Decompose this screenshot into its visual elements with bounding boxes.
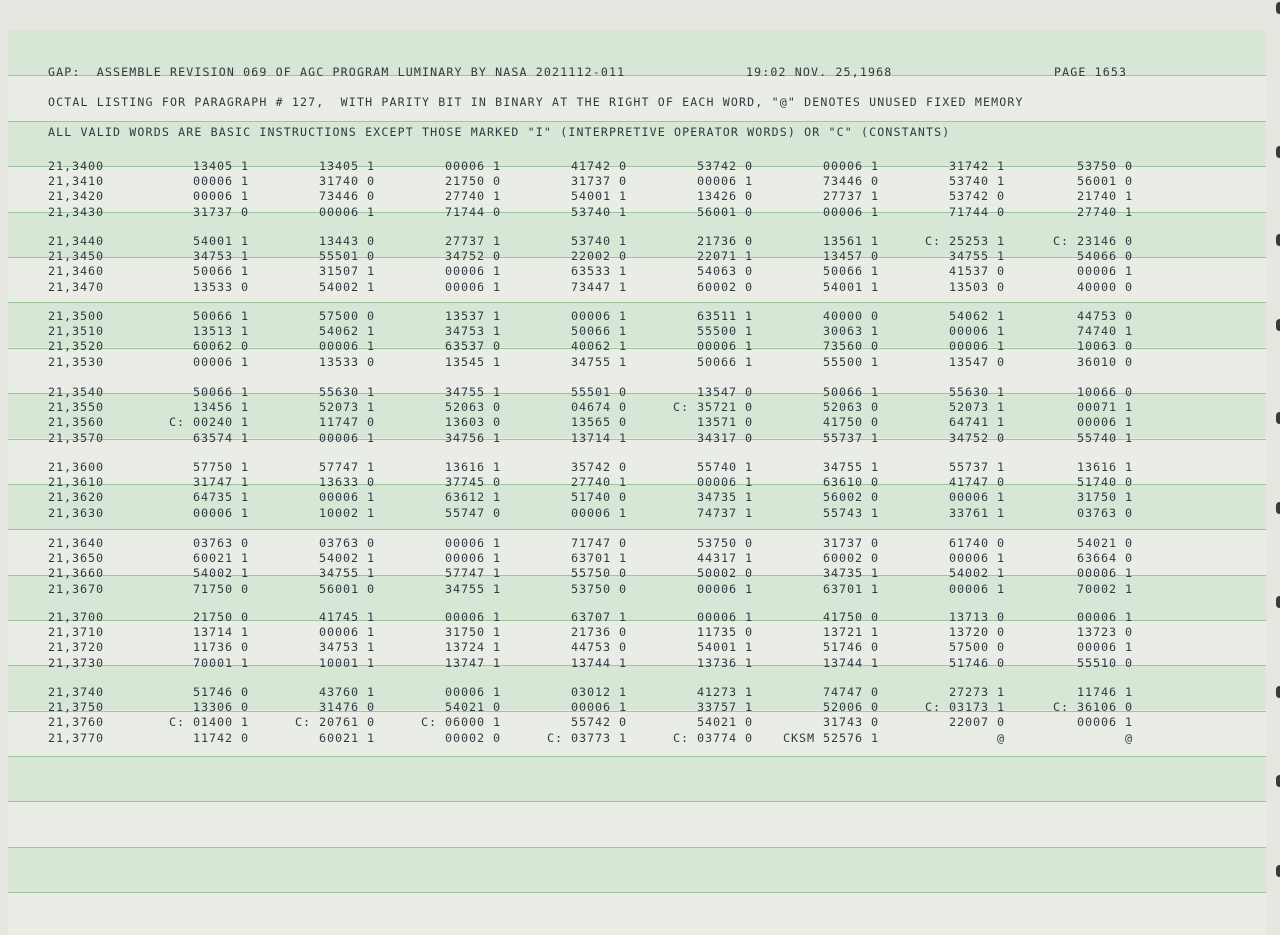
octal-word-cell: C: 06000 1: [420, 715, 501, 729]
octal-word-cell: 34752 0: [948, 431, 1005, 445]
octal-word-cell: 64735 1: [192, 490, 249, 504]
octal-word-cell: 54062 1: [948, 309, 1005, 323]
address-cell: 21,3560: [48, 415, 105, 429]
octal-word-cell: 22071 1: [696, 249, 753, 263]
header-description: OCTAL LISTING FOR PARAGRAPH # 127, WITH PARITY BIT IN BINARY AT THE RIGHT OF EACH WORD, "@" DENOTES UNUSED FIXED MEMORY: [48, 95, 1024, 109]
octal-word-cell: 13714 1: [192, 625, 249, 639]
octal-word-cell: 54063 0: [696, 264, 753, 278]
octal-word-cell: 41742 0: [570, 159, 627, 173]
octal-word-cell: 00006 1: [444, 685, 501, 699]
octal-word-cell: 55740 1: [1076, 431, 1133, 445]
octal-word-cell: 40000 0: [1076, 280, 1133, 294]
address-cell: 21,3650: [48, 551, 105, 565]
octal-word-cell: 44753 0: [570, 640, 627, 654]
octal-word-cell: 00006 1: [570, 506, 627, 520]
octal-word-cell: 00006 1: [1076, 264, 1133, 278]
address-cell: 21,3760: [48, 715, 105, 729]
octal-word-cell: 00006 1: [444, 536, 501, 550]
octal-word-cell: 03763 0: [192, 536, 249, 550]
octal-word-cell: C: 03773 1: [546, 731, 627, 745]
octal-word-cell: 11735 0: [696, 625, 753, 639]
octal-word-cell: 50066 1: [192, 385, 249, 399]
octal-word-cell: 55630 1: [318, 385, 375, 399]
octal-word-cell: 13633 0: [318, 475, 375, 489]
octal-word-cell: 54001 1: [192, 234, 249, 248]
octal-word-cell: 50066 1: [822, 385, 879, 399]
octal-word-cell: 00006 1: [570, 309, 627, 323]
address-cell: 21,3510: [48, 324, 105, 338]
octal-word-cell: 00006 1: [1076, 715, 1133, 729]
octal-word-cell: 31743 0: [822, 715, 879, 729]
octal-word-cell: 34752 0: [444, 249, 501, 263]
address-cell: 21,3420: [48, 189, 105, 203]
octal-word-cell: 53750 0: [570, 582, 627, 596]
address-cell: 21,3700: [48, 610, 105, 624]
octal-word-cell: 61740 0: [948, 536, 1005, 550]
octal-word-cell: 74747 0: [822, 685, 879, 699]
address-cell: 21,3730: [48, 656, 105, 670]
octal-word-cell: 13545 1: [444, 355, 501, 369]
octal-word-cell: 53740 1: [948, 174, 1005, 188]
address-cell: 21,3470: [48, 280, 105, 294]
octal-word-cell: 31750 1: [444, 625, 501, 639]
octal-word-cell: 04674 0: [570, 400, 627, 414]
octal-word-cell: C: 03173 1: [924, 700, 1005, 714]
octal-word-cell: 57747 1: [318, 460, 375, 474]
octal-word-cell: 34755 1: [444, 582, 501, 596]
octal-word-cell: 13456 1: [192, 400, 249, 414]
address-cell: 21,3630: [48, 506, 105, 520]
octal-word-cell: 56001 0: [696, 205, 753, 219]
octal-word-cell: 55630 1: [948, 385, 1005, 399]
octal-word-cell: 13457 0: [822, 249, 879, 263]
octal-word-cell: 41537 0: [948, 264, 1005, 278]
octal-word-cell: 00002 0: [444, 731, 501, 745]
octal-word-cell: 34755 1: [822, 460, 879, 474]
octal-word-cell: 55510 0: [1076, 656, 1133, 670]
octal-word-cell: 00006 1: [1076, 640, 1133, 654]
octal-word-cell: 44317 1: [696, 551, 753, 565]
octal-word-cell: 00006 1: [318, 205, 375, 219]
address-cell: 21,3670: [48, 582, 105, 596]
octal-word-cell: 00006 1: [192, 506, 249, 520]
octal-word-cell: @: [1124, 731, 1133, 745]
octal-word-cell: 57750 1: [192, 460, 249, 474]
octal-word-cell: 57500 0: [318, 309, 375, 323]
octal-word-cell: 34735 1: [822, 566, 879, 580]
octal-word-cell: 13744 1: [822, 656, 879, 670]
octal-word-cell: 03763 0: [1076, 506, 1133, 520]
octal-word-cell: 73447 1: [570, 280, 627, 294]
octal-word-cell: 00006 1: [444, 551, 501, 565]
octal-word-cell: 56002 0: [822, 490, 879, 504]
octal-word-cell: 70002 1: [1076, 582, 1133, 596]
octal-word-cell: 13547 0: [948, 355, 1005, 369]
octal-word-cell: 50066 1: [696, 355, 753, 369]
octal-word-cell: 74740 1: [1076, 324, 1133, 338]
octal-word-cell: 31747 1: [192, 475, 249, 489]
octal-word-cell: 00006 1: [318, 490, 375, 504]
octal-word-cell: 50002 0: [696, 566, 753, 580]
octal-word-cell: 27737 1: [444, 234, 501, 248]
octal-word-cell: 71747 0: [570, 536, 627, 550]
address-cell: 21,3540: [48, 385, 105, 399]
octal-word-cell: 63701 1: [822, 582, 879, 596]
octal-word-cell: 13565 0: [570, 415, 627, 429]
octal-word-cell: 63511 1: [696, 309, 753, 323]
octal-word-cell: 34755 1: [318, 566, 375, 580]
octal-word-cell: 56001 0: [1076, 174, 1133, 188]
address-cell: 21,3450: [48, 249, 105, 263]
octal-word-cell: 74737 1: [696, 506, 753, 520]
octal-word-cell: 55500 1: [696, 324, 753, 338]
octal-word-cell: 27273 1: [948, 685, 1005, 699]
octal-word-cell: 31737 0: [570, 174, 627, 188]
octal-word-cell: 31750 1: [1076, 490, 1133, 504]
octal-word-cell: 27737 1: [822, 189, 879, 203]
octal-word-cell: 34317 0: [696, 431, 753, 445]
octal-word-cell: 00006 1: [1076, 415, 1133, 429]
octal-word-cell: 27740 1: [444, 189, 501, 203]
octal-word-cell: 13720 0: [948, 625, 1005, 639]
octal-word-cell: 63610 0: [822, 475, 879, 489]
address-cell: 21,3430: [48, 205, 105, 219]
octal-word-cell: 30063 1: [822, 324, 879, 338]
address-cell: 21,3710: [48, 625, 105, 639]
octal-word-cell: 13443 0: [318, 234, 375, 248]
octal-word-cell: 13736 1: [696, 656, 753, 670]
octal-word-cell: 31742 1: [948, 159, 1005, 173]
octal-word-cell: 13616 1: [1076, 460, 1133, 474]
octal-word-cell: 60062 0: [192, 339, 249, 353]
octal-word-cell: 33757 1: [696, 700, 753, 714]
octal-word-cell: 50066 1: [192, 264, 249, 278]
octal-word-cell: 21736 0: [570, 625, 627, 639]
octal-word-cell: 10002 1: [318, 506, 375, 520]
octal-word-cell: 60002 0: [696, 280, 753, 294]
octal-word-cell: 55747 0: [444, 506, 501, 520]
octal-word-cell: 35742 0: [570, 460, 627, 474]
octal-word-cell: 00006 1: [192, 174, 249, 188]
octal-word-cell: 13547 0: [696, 385, 753, 399]
octal-word-cell: 55737 1: [822, 431, 879, 445]
address-cell: 21,3410: [48, 174, 105, 188]
header-legend: ALL VALID WORDS ARE BASIC INSTRUCTIONS EXCEPT THOSE MARKED "I" (INTERPRETIVE OPERATOR WORDS) OR "C" (CONSTANTS): [48, 125, 951, 139]
octal-word-cell: 53740 1: [570, 205, 627, 219]
octal-word-cell: 34753 1: [192, 249, 249, 263]
octal-word-cell: 13603 0: [444, 415, 501, 429]
octal-word-cell: 13533 0: [192, 280, 249, 294]
octal-word-cell: 64741 1: [948, 415, 1005, 429]
octal-word-cell: 40062 1: [570, 339, 627, 353]
octal-word-cell: 52073 1: [318, 400, 375, 414]
address-cell: 21,3740: [48, 685, 105, 699]
octal-word-cell: 54002 1: [948, 566, 1005, 580]
octal-word-cell: 21736 0: [696, 234, 753, 248]
octal-word-cell: 41750 0: [822, 610, 879, 624]
octal-word-cell: 55743 1: [822, 506, 879, 520]
octal-word-cell: 13571 0: [696, 415, 753, 429]
octal-word-cell: 00006 1: [696, 174, 753, 188]
octal-word-cell: 60021 1: [192, 551, 249, 565]
octal-word-cell: C: 23146 0: [1052, 234, 1133, 248]
address-cell: 21,3750: [48, 700, 105, 714]
octal-word-cell: 00006 1: [948, 490, 1005, 504]
octal-word-cell: 11747 0: [318, 415, 375, 429]
octal-word-cell: 57747 1: [444, 566, 501, 580]
octal-word-cell: 54001 1: [822, 280, 879, 294]
octal-word-cell: 00006 1: [948, 324, 1005, 338]
octal-word-cell: 44753 0: [1076, 309, 1133, 323]
octal-word-cell: 31507 1: [318, 264, 375, 278]
octal-word-cell: 34755 1: [444, 385, 501, 399]
octal-word-cell: 21740 1: [1076, 189, 1133, 203]
octal-word-cell: 40000 0: [822, 309, 879, 323]
octal-word-cell: 63707 1: [570, 610, 627, 624]
address-cell: 21,3620: [48, 490, 105, 504]
octal-word-cell: 13513 1: [192, 324, 249, 338]
address-cell: 21,3530: [48, 355, 105, 369]
octal-word-cell: 55500 1: [822, 355, 879, 369]
octal-word-cell: 54021 0: [444, 700, 501, 714]
octal-word-cell: 41273 1: [696, 685, 753, 699]
octal-word-cell: 31740 0: [318, 174, 375, 188]
octal-word-cell: 54001 1: [696, 640, 753, 654]
address-cell: 21,3610: [48, 475, 105, 489]
octal-word-cell: 13306 0: [192, 700, 249, 714]
octal-word-cell: 00006 1: [696, 582, 753, 596]
octal-word-cell: 51740 0: [1076, 475, 1133, 489]
octal-word-cell: 00006 1: [948, 551, 1005, 565]
octal-word-cell: 13744 1: [570, 656, 627, 670]
octal-word-cell: 73446 0: [822, 174, 879, 188]
octal-word-cell: 00006 1: [696, 610, 753, 624]
octal-word-cell: C: 01400 1: [168, 715, 249, 729]
octal-word-cell: 52006 0: [822, 700, 879, 714]
octal-word-cell: 13405 1: [192, 159, 249, 173]
octal-word-cell: C: 35721 0: [672, 400, 753, 414]
octal-word-cell: 13405 1: [318, 159, 375, 173]
octal-word-cell: 00006 1: [948, 582, 1005, 596]
address-cell: 21,3770: [48, 731, 105, 745]
octal-word-cell: C: 36106 0: [1052, 700, 1133, 714]
octal-word-cell: 21750 0: [192, 610, 249, 624]
octal-word-cell: 52063 0: [444, 400, 501, 414]
octal-word-cell: 31737 0: [192, 205, 249, 219]
octal-word-cell: 10001 1: [318, 656, 375, 670]
octal-word-cell: 00006 1: [948, 339, 1005, 353]
octal-word-cell: 00006 1: [318, 625, 375, 639]
octal-word-cell: 21750 0: [444, 174, 501, 188]
octal-word-cell: 13426 0: [696, 189, 753, 203]
octal-word-cell: CKSM 52576 1: [782, 731, 879, 745]
page-number: PAGE 1653: [1054, 65, 1128, 79]
octal-word-cell: C: 25253 1: [924, 234, 1005, 248]
octal-word-cell: @: [996, 731, 1005, 745]
octal-word-cell: 52063 0: [822, 400, 879, 414]
octal-word-cell: 34756 1: [444, 431, 501, 445]
octal-word-cell: 53740 1: [570, 234, 627, 248]
octal-word-cell: 54066 0: [1076, 249, 1133, 263]
tractor-feed-holes: [1272, 0, 1280, 935]
address-cell: 21,3400: [48, 159, 105, 173]
octal-word-cell: 22007 0: [948, 715, 1005, 729]
octal-word-cell: 00006 1: [444, 280, 501, 294]
octal-word-cell: 00006 1: [318, 339, 375, 353]
octal-word-cell: 34735 1: [696, 490, 753, 504]
octal-word-cell: 55737 1: [948, 460, 1005, 474]
octal-word-cell: 55750 0: [570, 566, 627, 580]
octal-word-cell: 55740 1: [696, 460, 753, 474]
address-cell: 21,3460: [48, 264, 105, 278]
octal-word-cell: 33761 1: [948, 506, 1005, 520]
octal-word-cell: 53742 0: [948, 189, 1005, 203]
octal-word-cell: 00006 1: [444, 264, 501, 278]
octal-word-cell: 37745 0: [444, 475, 501, 489]
octal-word-cell: 34755 1: [570, 355, 627, 369]
octal-word-cell: 13616 1: [444, 460, 501, 474]
octal-word-cell: 71750 0: [192, 582, 249, 596]
header-timestamp: 19:02 NOV. 25,1968: [746, 65, 893, 79]
octal-word-cell: 43760 1: [318, 685, 375, 699]
octal-word-cell: 27740 1: [1076, 205, 1133, 219]
octal-word-cell: 00006 1: [444, 610, 501, 624]
octal-word-cell: 00006 1: [444, 159, 501, 173]
octal-word-cell: 13724 1: [444, 640, 501, 654]
octal-word-cell: 34755 1: [948, 249, 1005, 263]
address-cell: 21,3600: [48, 460, 105, 474]
octal-word-cell: 34753 1: [318, 640, 375, 654]
octal-word-cell: 13533 0: [318, 355, 375, 369]
address-cell: 21,3520: [48, 339, 105, 353]
octal-word-cell: C: 20761 0: [294, 715, 375, 729]
octal-word-cell: 03763 0: [318, 536, 375, 550]
octal-word-cell: 10066 0: [1076, 385, 1133, 399]
address-cell: 21,3440: [48, 234, 105, 248]
octal-word-cell: 11736 0: [192, 640, 249, 654]
octal-word-cell: 55501 0: [318, 249, 375, 263]
octal-word-cell: 10063 0: [1076, 339, 1133, 353]
octal-word-cell: C: 00240 1: [168, 415, 249, 429]
octal-word-cell: 00006 1: [822, 205, 879, 219]
octal-word-cell: 00006 1: [1076, 566, 1133, 580]
octal-word-cell: 27740 1: [570, 475, 627, 489]
address-cell: 21,3550: [48, 400, 105, 414]
octal-word-cell: 60002 0: [822, 551, 879, 565]
octal-word-cell: 41750 0: [822, 415, 879, 429]
octal-word-cell: 41745 1: [318, 610, 375, 624]
octal-word-cell: 63574 1: [192, 431, 249, 445]
octal-word-cell: 52073 1: [948, 400, 1005, 414]
octal-word-cell: 54002 1: [318, 280, 375, 294]
octal-word-cell: C: 03774 0: [672, 731, 753, 745]
octal-word-cell: 13747 1: [444, 656, 501, 670]
octal-word-cell: 56001 0: [318, 582, 375, 596]
octal-word-cell: 54002 1: [192, 566, 249, 580]
octal-word-cell: 54062 1: [318, 324, 375, 338]
octal-word-cell: 00006 1: [696, 339, 753, 353]
octal-word-cell: 51740 0: [570, 490, 627, 504]
octal-word-cell: 63533 1: [570, 264, 627, 278]
address-cell: 21,3500: [48, 309, 105, 323]
octal-word-cell: 13714 1: [570, 431, 627, 445]
octal-word-cell: 22002 0: [570, 249, 627, 263]
octal-word-cell: 50066 1: [822, 264, 879, 278]
octal-word-cell: 36010 0: [1076, 355, 1133, 369]
octal-word-cell: 54001 1: [570, 189, 627, 203]
octal-word-cell: 63701 1: [570, 551, 627, 565]
octal-word-cell: 71744 0: [948, 205, 1005, 219]
octal-word-cell: 70001 1: [192, 656, 249, 670]
octal-word-cell: 54021 0: [1076, 536, 1133, 550]
octal-word-cell: 31476 0: [318, 700, 375, 714]
octal-word-cell: 55501 0: [570, 385, 627, 399]
octal-word-cell: 34753 1: [444, 324, 501, 338]
octal-word-cell: 57500 0: [948, 640, 1005, 654]
octal-word-cell: 53750 0: [696, 536, 753, 550]
octal-word-cell: 13713 0: [948, 610, 1005, 624]
header-title: GAP: ASSEMBLE REVISION 069 OF AGC PROGRAM LUMINARY BY NASA 2021112-011: [48, 65, 626, 79]
address-cell: 21,3660: [48, 566, 105, 580]
address-cell: 21,3640: [48, 536, 105, 550]
octal-word-cell: 00006 1: [1076, 610, 1133, 624]
octal-word-cell: 00006 1: [822, 159, 879, 173]
address-cell: 21,3720: [48, 640, 105, 654]
octal-word-cell: 71744 0: [444, 205, 501, 219]
octal-word-cell: 13723 0: [1076, 625, 1133, 639]
octal-word-cell: 00006 1: [318, 431, 375, 445]
octal-word-cell: 03012 1: [570, 685, 627, 699]
octal-word-cell: 00006 1: [696, 475, 753, 489]
octal-word-cell: 63664 0: [1076, 551, 1133, 565]
octal-word-cell: 63612 1: [444, 490, 501, 504]
octal-word-cell: 60021 1: [318, 731, 375, 745]
octal-word-cell: 53750 0: [1076, 159, 1133, 173]
octal-word-cell: 51746 0: [948, 656, 1005, 670]
octal-word-cell: 00006 1: [192, 189, 249, 203]
octal-word-cell: 55742 0: [570, 715, 627, 729]
octal-word-cell: 73446 0: [318, 189, 375, 203]
octal-word-cell: 54021 0: [696, 715, 753, 729]
octal-word-cell: 73560 0: [822, 339, 879, 353]
octal-word-cell: 11742 0: [192, 731, 249, 745]
octal-word-cell: 51746 0: [192, 685, 249, 699]
octal-word-cell: 13721 1: [822, 625, 879, 639]
octal-word-cell: 41747 0: [948, 475, 1005, 489]
octal-word-cell: 00071 1: [1076, 400, 1133, 414]
octal-word-cell: 13537 1: [444, 309, 501, 323]
octal-word-cell: 53742 0: [696, 159, 753, 173]
octal-word-cell: 50066 1: [192, 309, 249, 323]
octal-word-cell: 63537 0: [444, 339, 501, 353]
octal-word-cell: 11746 1: [1076, 685, 1133, 699]
octal-word-cell: 13503 0: [948, 280, 1005, 294]
octal-word-cell: 31737 0: [822, 536, 879, 550]
octal-word-cell: 54002 1: [318, 551, 375, 565]
octal-word-cell: 50066 1: [570, 324, 627, 338]
address-cell: 21,3570: [48, 431, 105, 445]
octal-word-cell: 00006 1: [570, 700, 627, 714]
octal-word-cell: 00006 1: [192, 355, 249, 369]
octal-word-cell: 51746 0: [822, 640, 879, 654]
octal-word-cell: 13561 1: [822, 234, 879, 248]
